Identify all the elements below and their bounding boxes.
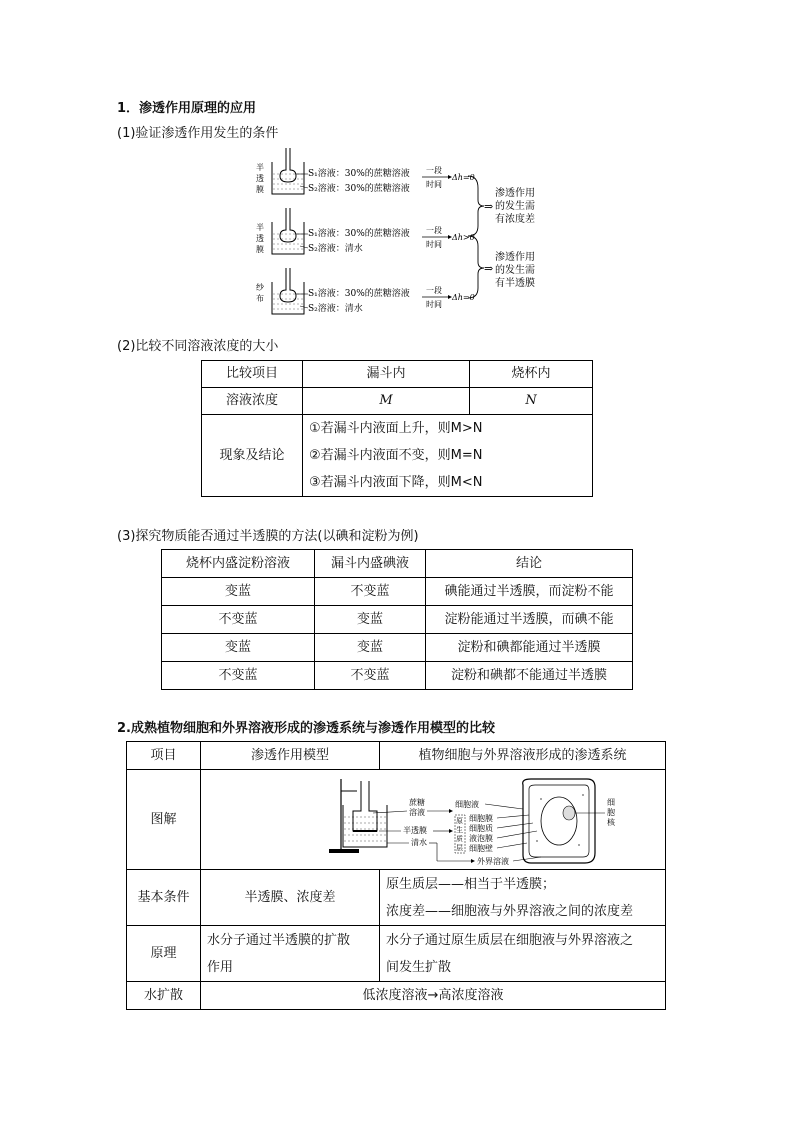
apparatus-row (256, 208, 475, 254)
osmosis-system-compare-table (126, 741, 666, 1010)
cell-beaker: 不变蓝 (162, 606, 315, 634)
label-protoplast-char: 原 (456, 816, 463, 825)
conclusion-2-line-3: 有半透膜 (495, 278, 535, 289)
solution-s2-label: S₂溶液：30%的蔗糖溶液 (308, 184, 410, 194)
conclusion-line: ①若漏斗内液面上升，则M>N (309, 421, 483, 436)
osmosis-conditions-diagram (250, 148, 570, 323)
label-protoplast-char: 层 (456, 843, 463, 852)
cell-beaker: 不变蓝 (162, 662, 315, 690)
label-protoplast-char: 生 (456, 825, 463, 834)
arrow-label-bottom: 时间 (426, 240, 442, 249)
arrow-label-bottom: 时间 (426, 300, 442, 309)
basic-condition-cell-1: 原生质层——相当于半透膜； (386, 876, 556, 892)
beaker-shape (272, 162, 304, 194)
section-2-title: 2.成熟植物细胞和外界溶液形成的渗透系统与渗透作用模型的比较 (117, 721, 495, 736)
conclusion-line: ②若漏斗内液面不变，则M=N (309, 448, 483, 463)
funnel-value: M (303, 388, 470, 415)
brace-top (468, 176, 484, 236)
principle-label: 原理 (127, 926, 201, 982)
arrow-label-top: 一段 (426, 166, 442, 175)
funnel-shape (280, 208, 296, 242)
apparatus-row (256, 148, 475, 194)
label-cell-sap: 细胞液 (455, 799, 479, 809)
arrow-label-top: 一段 (426, 286, 442, 295)
label-nucleus-char: 核 (607, 817, 615, 827)
cell-funnel: 变蓝 (315, 634, 426, 662)
result-label: Δh=0 (452, 293, 475, 302)
conclusion-line: ③若漏斗内液面下降，则M<N (309, 475, 483, 490)
header-model: 渗透作用模型 (201, 742, 380, 770)
principle-cell-2: 间发生扩散 (386, 959, 452, 975)
principle-model-1: 水分子通过半透膜的扩散 (207, 932, 351, 948)
solution-s1-label: S₁溶液：30%的蔗糖溶液 (308, 169, 410, 179)
concentration-compare-table (201, 360, 593, 497)
brace-bottom (468, 236, 484, 298)
cell-conclusion: 淀粉和碘都能通过半透膜 (426, 634, 633, 662)
header-funnel-iodine: 漏斗内盛碘液 (315, 550, 426, 578)
solution-s2-label: S₂溶液：清水 (308, 244, 363, 254)
beaker-value: N (470, 388, 593, 415)
arrow-label-bottom: 时间 (426, 180, 442, 189)
basic-condition-model: 半透膜、浓度差 (201, 870, 380, 926)
header-cell-system: 植物细胞与外界溶液形成的渗透系统 (380, 742, 666, 770)
apparatus-row (256, 268, 475, 314)
conclusion-1-line-3: 有浓度差 (495, 214, 535, 225)
label-vacuole-membrane: 液泡膜 (469, 833, 493, 843)
basic-condition-cell-2: 浓度差——细胞液与外界溶液之间的浓度差 (386, 903, 634, 919)
label-water: 清水 (411, 837, 427, 847)
funnel-shape (280, 268, 296, 302)
cell-funnel: 变蓝 (315, 606, 426, 634)
table-row (162, 578, 633, 606)
label-cell-wall: 细胞壁 (469, 843, 493, 853)
side-label-char: 纱 (256, 283, 264, 292)
row-concentration-label: 溶液浓度 (202, 388, 303, 415)
table-row (162, 662, 633, 690)
section-1-title: 1．渗透作用原理的应用 (117, 101, 257, 116)
iodine-starch-table (161, 549, 633, 690)
basic-condition-label: 基本条件 (127, 870, 201, 926)
label-sucrose-2: 溶液 (409, 807, 425, 817)
subsection-3-title: (3)探究物质能否通过半透膜的方法(以碘和淀粉为例) (117, 529, 419, 544)
label-nucleus-char: 细 (607, 797, 615, 807)
header-conclusion: 结论 (426, 550, 633, 578)
principle-model-2: 作用 (207, 959, 234, 975)
cell-beaker: 变蓝 (162, 578, 315, 606)
cell-conclusion: 碘能通过半透膜，而淀粉不能 (426, 578, 633, 606)
solution-s1-label: S₁溶液：30%的蔗糖溶液 (308, 229, 410, 239)
conclusion-1-line-1: 渗透作用 (495, 188, 535, 199)
subsection-1-title: (1)验证渗透作用发生的条件 (117, 126, 279, 141)
result-label: Δh>0 (452, 233, 475, 242)
label-nucleus-char: 胞 (607, 807, 615, 817)
implies-symbol-1: ⇒ (484, 200, 494, 213)
model-and-cell-diagram (201, 771, 665, 869)
water-diffusion-label: 水扩散 (127, 982, 201, 1010)
conclusion-1-line-2: 的发生需 (495, 201, 535, 212)
conclusion-2-line-1: 渗透作用 (495, 252, 535, 263)
water-diffusion-value: 低浓度溶液→高浓度溶液 (201, 982, 666, 1010)
side-label-char: 半 (256, 223, 264, 232)
side-label-char: 透 (256, 234, 264, 243)
header-item: 项目 (127, 742, 201, 770)
cell-conclusion: 淀粉能通过半透膜，而碘不能 (426, 606, 633, 634)
side-label-char: 膜 (256, 185, 264, 194)
implies-symbol-2: ⇒ (484, 262, 494, 275)
conclusion-2-line-2: 的发生需 (495, 265, 535, 276)
cell-funnel: 不变蓝 (315, 662, 426, 690)
label-cytoplasm: 细胞质 (469, 823, 493, 833)
diagram-label: 图解 (127, 770, 201, 870)
principle-cell-1: 水分子通过原生质层在细胞液与外界溶液之 (386, 932, 634, 948)
table-row (162, 606, 633, 634)
side-label-char: 布 (256, 294, 264, 303)
beaker-shape (272, 282, 304, 314)
header-beaker: 烧杯内 (470, 361, 593, 388)
cell-conclusion: 淀粉和碘都不能通过半透膜 (426, 662, 633, 690)
cell-funnel: 不变蓝 (315, 578, 426, 606)
solution-s1-label: S₁溶液：30%的蔗糖溶液 (308, 289, 410, 299)
cell-beaker: 变蓝 (162, 634, 315, 662)
header-funnel: 漏斗内 (303, 361, 470, 388)
label-cell-membrane: 细胞膜 (469, 813, 493, 823)
result-label: Δh=0 (452, 173, 475, 182)
label-sucrose-1: 蔗糖 (409, 797, 425, 807)
beaker-shape (272, 222, 304, 254)
row-phenomenon-label: 现象及结论 (202, 415, 303, 497)
table-row (162, 634, 633, 662)
label-membrane: 半透膜 (403, 825, 427, 835)
solution-s2-label: S₂溶液：清水 (308, 304, 363, 314)
side-label-char: 半 (256, 163, 264, 172)
arrow-label-top: 一段 (426, 226, 442, 235)
label-external: 外界溶液 (477, 856, 509, 866)
side-label-char: 透 (256, 174, 264, 183)
header-beaker-starch: 烧杯内盛淀粉溶液 (162, 550, 315, 578)
funnel-shape (280, 148, 296, 182)
subsection-2-title: (2)比较不同溶液浓度的大小 (117, 339, 279, 354)
label-protoplast-char: 质 (456, 834, 463, 843)
side-label-char: 膜 (256, 245, 264, 254)
header-item: 比较项目 (202, 361, 303, 388)
